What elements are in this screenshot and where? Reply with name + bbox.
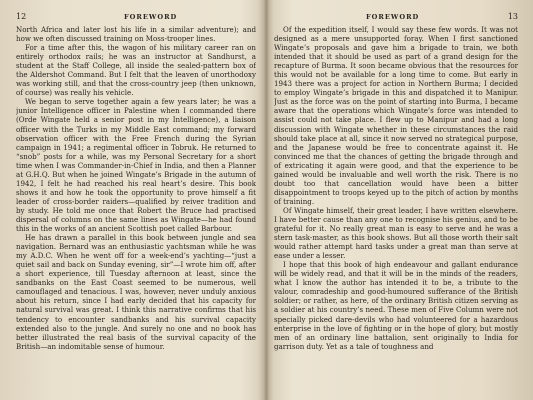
right-page — [274, 0, 518, 400]
right-page-header — [274, 12, 518, 24]
left-page — [16, 0, 256, 400]
paragraph: He has drawn a parallel in this book between jungle and sea navigation. Bernard was an enthusiastic yachtsman while he was my A.D.C. When he went off for a week-end’s yachting—“just a quiet sail and back on Sunday evening, sir”—I wrote him off, after a short experience, till Tuesday afternoon at least, since the sandbanks on the East Coast seemed to be numerous, well camouflaged and tenacious. I was, however, never unduly anxious about his return, since I had early decided that his capacity for natural survival was great. I think this narrative confirms that his tendency to encounter sandbanks and his survival capacity extended also to the jungle. And surely no one and no book has better illustrated the real basis of the survival capacity of the British—an indomitable sense of humour. — [16, 233, 256, 351]
paragraph: I hope that this book of high endeavour and gallant endurance will be widely read, and that it will be in the minds of the readers, what I know the author has intended it to be, a tribute to the valour, comradeship and good-humoured sufferance of the British soldier; or rather, as here, of the ordinary British citizen serving as a soldier at his country’s need. These men of Five Column were not specially picked dare-devils who had volunteered for a hazardous enterprise in the love of fighting or in the hope of glory, but mostly men of an ordinary line battalion, sent originally to India for garrison duty. Yet as a tale of toughness and — [274, 260, 518, 351]
paragraph: Of Wingate himself, their great leader, I have written elsewhere. I have better cause than any one to recognise his genius, and to be grateful for it. No really great man is easy to serve and he was a stern task-master, as this book shows. But all those worth their salt would rather attempt hard tasks under a great man than serve at ease under a lesser. — [274, 205, 518, 261]
right-running-head: FOREWORD — [366, 13, 420, 21]
right-page-number: 13 — [507, 12, 518, 21]
paragraph: North Africa and later lost his life in a similar adventure); and how we often discussed training on Moss-trooper lines. — [16, 25, 256, 44]
book-gutter — [258, 0, 274, 400]
paragraph: Of the expedition itself, I would say these few words. It was not designed as a mere unsupported foray. When I first sanctioned Wingate’s proposals and gave him a brigade to train, we both intended that it should be used as part of a grand design for the recapture of Burma. It soon became obvious that the resources for this would not be available for a long time to come. But early in 1943 there was a project for action in Northern Burma; I decided to employ Wingate’s brigade in this and dispatched it to Manipur. Just as the force was on the point of starting into Burma, I became aware that the operations which Wingate’s force was intended to assist could not take place. I flew up to Manipur and had a long discussion with Wingate whether in these circumstances the raid should take place at all, since it now served no strategical purpose, and the Japanese would be free to concentrate against it. He convinced me that the chances of getting the brigade through and of extricating it again were good, and that the experience to be gained would be invaluable and well worth the risk. There is no doubt too that cancellation would have been a bitter disappointment to troops keyed up to the pitch of action by months of training. — [274, 25, 518, 206]
left-page-number: 12 — [16, 12, 27, 21]
paragraph: For a time after this, the wagon of his military career ran on entirely orthodox rails; he was an instructor at Sandhurst, a student at the Staff College, all inside the sealed-pattern box of the Aldershot Command. But I felt that the leaven of unorthodoxy was working still, and that the cross-country jeep (then unknown, of course) was really his vehicle. — [16, 43, 256, 98]
right-page-body — [274, 25, 518, 392]
left-page-header — [16, 12, 256, 24]
paragraph: We began to serve together again a few years later; he was a junior Intelligence officer in Palestine when I commanded there (Orde Wingate held a senior post in my Intelligence), a liaison officer with the Turks in my Middle East command; my forward observation officer with the Free French during the Syrian campaign in 1941; a regimental officer in Tobruk. He returned to “snob” posts for a while, was my Personal Secretary for a short time when I was Commander-in-Chief in India, and then a Planner at G.H.Q. But when he joined Wingate’s Brigade in the autumn of 1942, I felt he had reached his real heart’s desire. This book shows it and how he took the opportunity to prove himself a fit leader of cross-border raiders—qualified by reiver tradition and by study. He told me once that Robert the Bruce had practised dispersal of columns on the same lines as Wingate—he had found this in the works of an ancient Scottish poet called Barbour. — [16, 97, 256, 234]
left-page-body — [16, 25, 256, 392]
left-running-head: FOREWORD — [124, 13, 178, 21]
